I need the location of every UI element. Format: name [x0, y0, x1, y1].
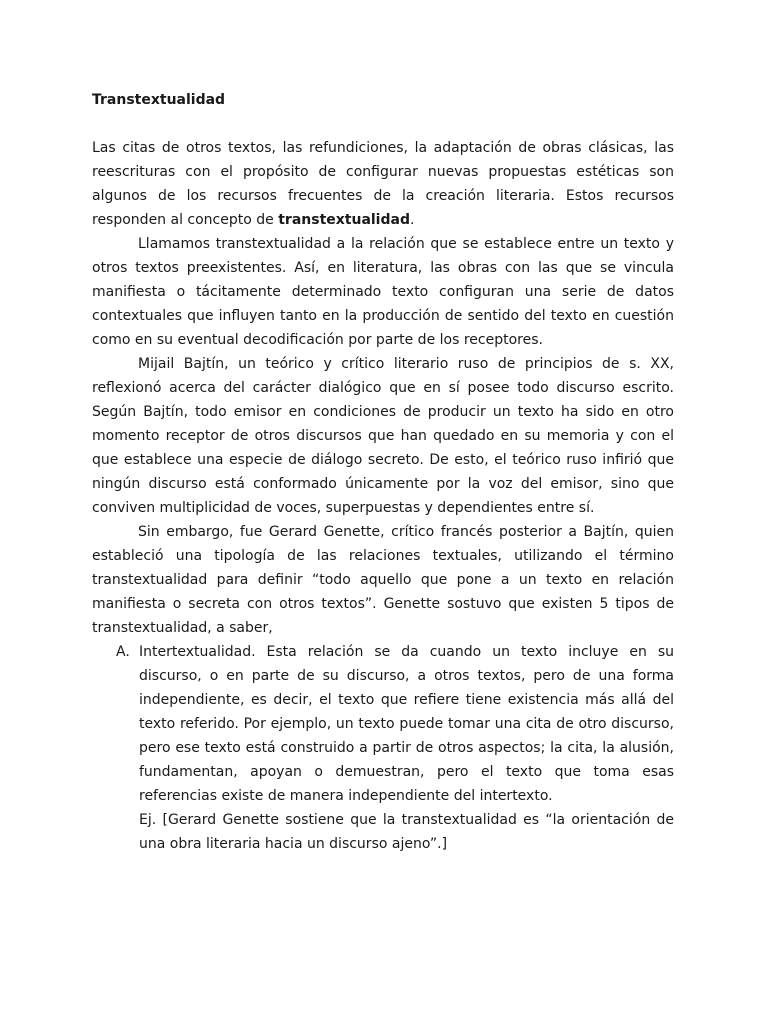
intro-paragraph-text: Las citas de otros textos, las refundiciones, la adaptación de obras clásicas, las reescrituras con el propósito de configurar nuevas propuestas estéticas son algunos de los recursos frecuentes de la creación literaria. Estos recursos responden al concepto de — [92, 140, 674, 228]
intro-paragraph-end: . — [409, 212, 415, 228]
document-page — [92, 88, 674, 856]
bajtin-paragraph: Mijail Bajtín, un teórico y crítico literario ruso de principios de s. XX, reflexionó acerca del carácter dialógico que en sí posee todo discurso escrito. Según Bajtín, todo emisor en condiciones de producir un texto ha sido en otro momento receptor de otros discursos que han quedado en su memoria y con el que establece una especie de diálogo secreto. De esto, el teórico ruso infirió que ningún discurso está conformado únicamente por la voz del emisor, sino que conviven multiplicidad de voces, superpuestas y dependientes entre sí. — [92, 356, 674, 516]
document-title: Transtextualidad — [92, 92, 226, 108]
definition-paragraph: Llamamos transtextualidad a la relación que se establece entre un texto y otros textos preexistentes. Así, en literatura, las obras con las que se vincula manifiesta o tácitamente determinado texto configuran una serie de datos contextuales que influyen tanto en la producción de sentido del texto en cuestión como en su eventual decodificación por parte de los receptores. — [92, 236, 674, 348]
genette-paragraph: Sin embargo, fue Gerard Genette, crítico francés posterior a Bajtín, quien estableció una tipología de las relaciones textuales, utilizando el término transtextualidad para definir “todo aquello que pone a un texto en relación manifiesta o secreta con otros textos”. Genette sostuvo que existen 5 tipos de transtextualidad, a saber, — [92, 524, 674, 636]
intro-paragraph — [92, 136, 674, 232]
list-item-example: Ej. [Gerard Genette sostiene que la transtextualidad es “la orientación de una obra literaria hacia un discurso ajeno”.] — [139, 812, 674, 852]
list-item-text: Intertextualidad. Esta relación se da cuando un texto incluye en su discurso, o en parte de su discurso, a otros textos, pero de una forma independiente, es decir, el texto que refiere tiene existencia más allá del texto referido. Por ejemplo, un texto puede tomar una cita de otro discurso, pero ese texto está construido a partir de otros aspectos; la cita, la alusión, fundamentan, apoyan o demuestran, pero el texto que toma esas referencias existe de manera independiente del intertexto. — [139, 644, 674, 804]
transtextuality-types-list — [92, 640, 674, 856]
intro-paragraph-bold-term: transtextualidad — [278, 212, 410, 228]
list-item-marker: A. — [116, 644, 130, 660]
list-item — [92, 640, 674, 856]
